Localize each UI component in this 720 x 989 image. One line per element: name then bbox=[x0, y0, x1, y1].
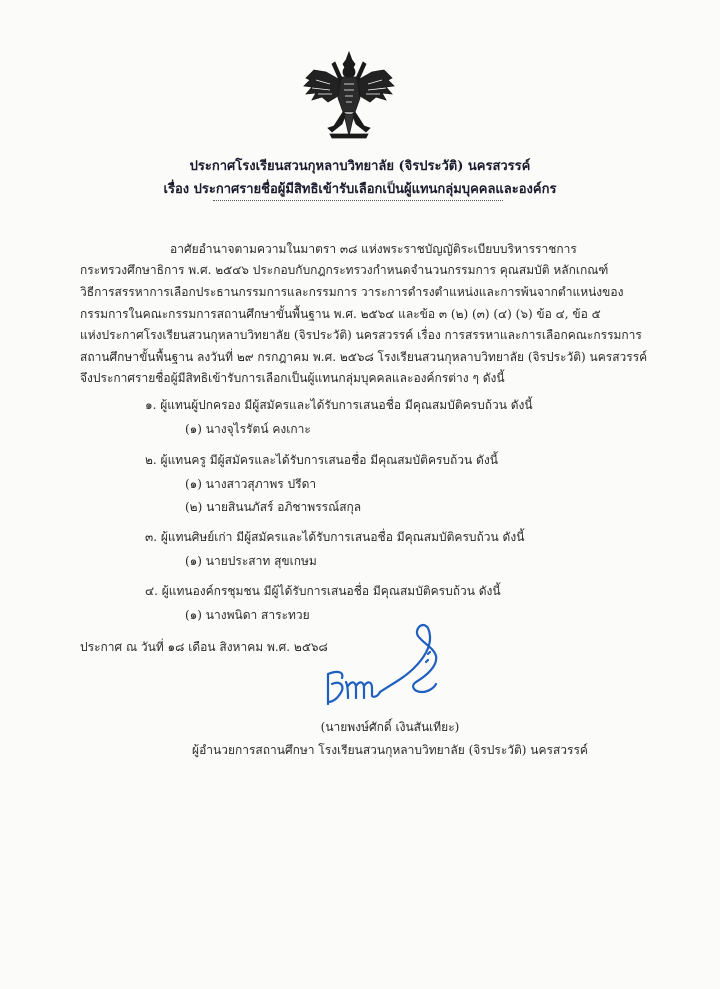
body-line: กระทรวงศึกษาธิการ พ.ศ. ๒๕๔๖ ประกอบกับกฎกระทรวงกำหนดจำนวนกรรมการ คุณสมบัติ หลักเกณฑ์ bbox=[80, 263, 609, 277]
announcement-date: ประกาศ ณ วันที่ ๑๘ เดือน สิงหาคม พ.ศ. ๒๕๖๘ bbox=[80, 640, 328, 654]
announcement-title: ประกาศโรงเรียนสวนกุหลาบวิทยาลัย (จิรประวัติ) นครสวรรค์ bbox=[189, 159, 531, 174]
signer-position: ผู้อำนวยการสถานศึกษา โรงเรียนสวนกุหลาบวิทยาลัย (จิรประวัติ) นครสวรรค์ bbox=[192, 743, 588, 757]
section-heading: ๔. ผู้แทนองค์กรชุมชน มีผู้ได้รับการเสนอชื่อ มีคุณสมบัติครบถ้วน ดังนี้ bbox=[145, 584, 501, 598]
announcement-subject: เรื่อง ประกาศรายชื่อผู้มีสิทธิเข้ารับเลือกเป็นผู้แทนกลุ่มบุคคลและองค์กร bbox=[163, 182, 557, 197]
signer-name: (นายพงษ์ศักดิ์ เงินสันเทียะ) bbox=[320, 720, 460, 734]
candidate-item: (๑) นายประสาท สุขเกษม bbox=[185, 554, 317, 568]
garuda-emblem-icon bbox=[300, 50, 398, 142]
section-heading: ๑. ผู้แทนผู้ปกครอง มีผู้สมัครและได้รับการเสนอชื่อ มีคุณสมบัติครบถ้วน ดังนี้ bbox=[145, 398, 533, 412]
signature-icon bbox=[318, 622, 448, 727]
candidate-item: (๑) นางจุไรรัตน์ คงเกาะ bbox=[185, 422, 311, 436]
candidate-item: (๑) นางสาวสุภาพร ปรีดา bbox=[185, 477, 317, 491]
body-line: กรรมการในคณะกรรมการสถานศึกษาขั้นพื้นฐาน พ.ศ. ๒๕๖๔ และข้อ ๓ (๒) (๓) (๔) (๖) ข้อ ๔, ข้อ ๕ bbox=[80, 307, 601, 321]
body-line: วิธีการสรรหาการเลือกประธานกรรมการและกรรมการ วาระการดำรงตำแหน่งและการพ้นจากตำแหน่งของ bbox=[80, 285, 624, 299]
body-line: สถานศึกษาขั้นพื้นฐาน ลงวันที่ ๒๙ กรกฎาคม พ.ศ. ๒๕๖๘ โรงเรียนสวนกุหลาบวิทยาลัย (จิรประวัติ) นครสวรรค์ bbox=[80, 350, 648, 364]
body-line: อาศัยอำนาจตามความในมาตรา ๓๘ แห่งพระราชบัญญัติระเบียบบริหารราชการ bbox=[170, 242, 577, 256]
candidate-item: (๑) นางพนิดา สาระทวย bbox=[185, 608, 310, 622]
body-line: แห่งประกาศโรงเรียนสวนกุหลาบวิทยาลัย (จิรประวัติ) นครสวรรค์ เรื่อง การสรรหาและการเลือกคณะกรรมการ bbox=[80, 328, 642, 342]
section-heading: ๓. ผู้แทนศิษย์เก่า มีผู้สมัครและได้รับการเสนอชื่อ มีคุณสมบัติครบถ้วน ดังนี้ bbox=[145, 530, 525, 544]
candidate-item: (๒) นายสินนภัสร์ อภิชาพรรณ์สกุล bbox=[185, 500, 362, 514]
body-line: จึงประกาศรายชื่อผู้มีสิทธิเข้ารับการเลือกเป็นผู้แทนกลุ่มบุคคลและองค์กรต่าง ๆ ดังนี้ bbox=[80, 371, 505, 385]
dotted-divider bbox=[213, 199, 503, 201]
section-heading: ๒. ผู้แทนครู มีผู้สมัครและได้รับการเสนอชื่อ มีคุณสมบัติครบถ้วน ดังนี้ bbox=[145, 453, 498, 467]
